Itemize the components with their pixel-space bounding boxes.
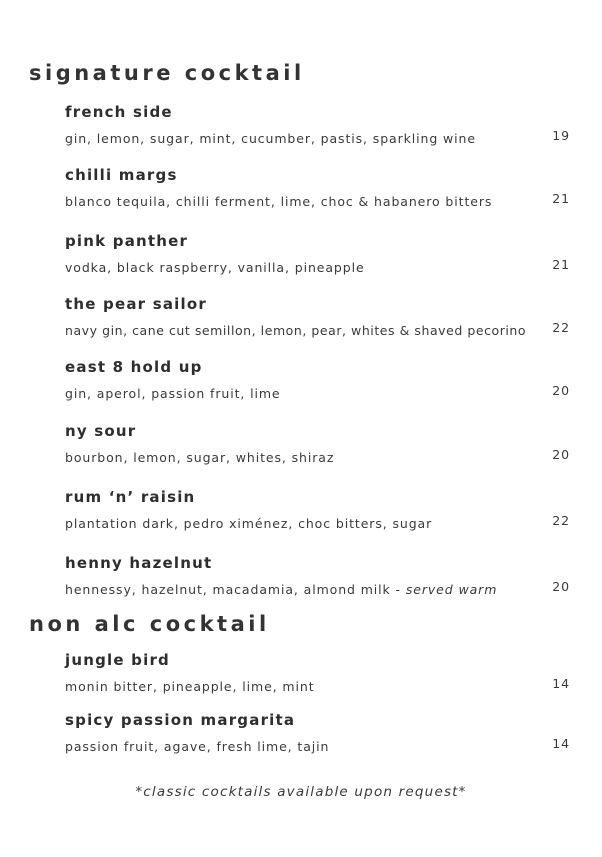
item-name: chilli margs: [65, 166, 178, 184]
menu-item: [65, 488, 570, 529]
menu-item: [65, 166, 570, 207]
item-name: ny sour: [65, 422, 137, 440]
item-price: 21: [552, 257, 570, 272]
item-name: french side: [65, 103, 173, 121]
item-name: pink panther: [65, 232, 189, 250]
item-name: spicy passion margarita: [65, 711, 296, 729]
item-price: 22: [552, 320, 570, 335]
item-price: 14: [552, 676, 570, 691]
item-name: henny hazelnut: [65, 554, 213, 572]
item-name: east 8 hold up: [65, 358, 203, 376]
footnote: *classic cocktails available upon request*: [135, 784, 467, 800]
item-price: 21: [552, 191, 570, 206]
menu-item: [65, 422, 570, 463]
item-description: monin bitter, pineapple, lime, mint: [65, 679, 315, 694]
item-price: 22: [552, 513, 570, 528]
item-description: passion fruit, agave, fresh lime, tajin: [65, 739, 330, 754]
item-price: 20: [552, 447, 570, 462]
item-description: blanco tequila, chilli ferment, lime, choc & habanero bitters: [65, 194, 493, 209]
item-description: [65, 582, 497, 597]
item-description-text: hennessy, hazelnut, macadamia, almond milk -: [65, 582, 406, 597]
item-description: navy gin, cane cut semillon, lemon, pear, whites & shaved pecorino: [65, 323, 527, 338]
menu-item: [65, 295, 570, 336]
item-price: 19: [552, 128, 570, 143]
item-price: 14: [552, 736, 570, 751]
item-name: jungle bird: [65, 651, 170, 669]
item-description: bourbon, lemon, sugar, whites, shiraz: [65, 450, 335, 465]
menu-item: [65, 711, 570, 752]
menu-item: [65, 103, 570, 144]
item-description: gin, aperol, passion fruit, lime: [65, 386, 281, 401]
menu-item: [65, 554, 570, 595]
item-description: gin, lemon, sugar, mint, cucumber, pastis, sparkling wine: [65, 131, 476, 146]
item-name: rum ‘n’ raisin: [65, 488, 196, 506]
menu-item: [65, 651, 570, 692]
item-description: plantation dark, pedro ximénez, choc bitters, sugar: [65, 516, 433, 531]
menu-item: [65, 358, 570, 399]
item-price: 20: [552, 383, 570, 398]
item-name: the pear sailor: [65, 295, 207, 313]
section-title-non-alc-cocktail: non alc cocktail: [29, 612, 270, 636]
menu-item: [65, 232, 570, 273]
section-title-signature-cocktail: signature cocktail: [29, 61, 305, 85]
item-description-note: served warm: [405, 582, 498, 597]
item-description: vodka, black raspberry, vanilla, pineapple: [65, 260, 365, 275]
item-price: 20: [552, 579, 570, 594]
